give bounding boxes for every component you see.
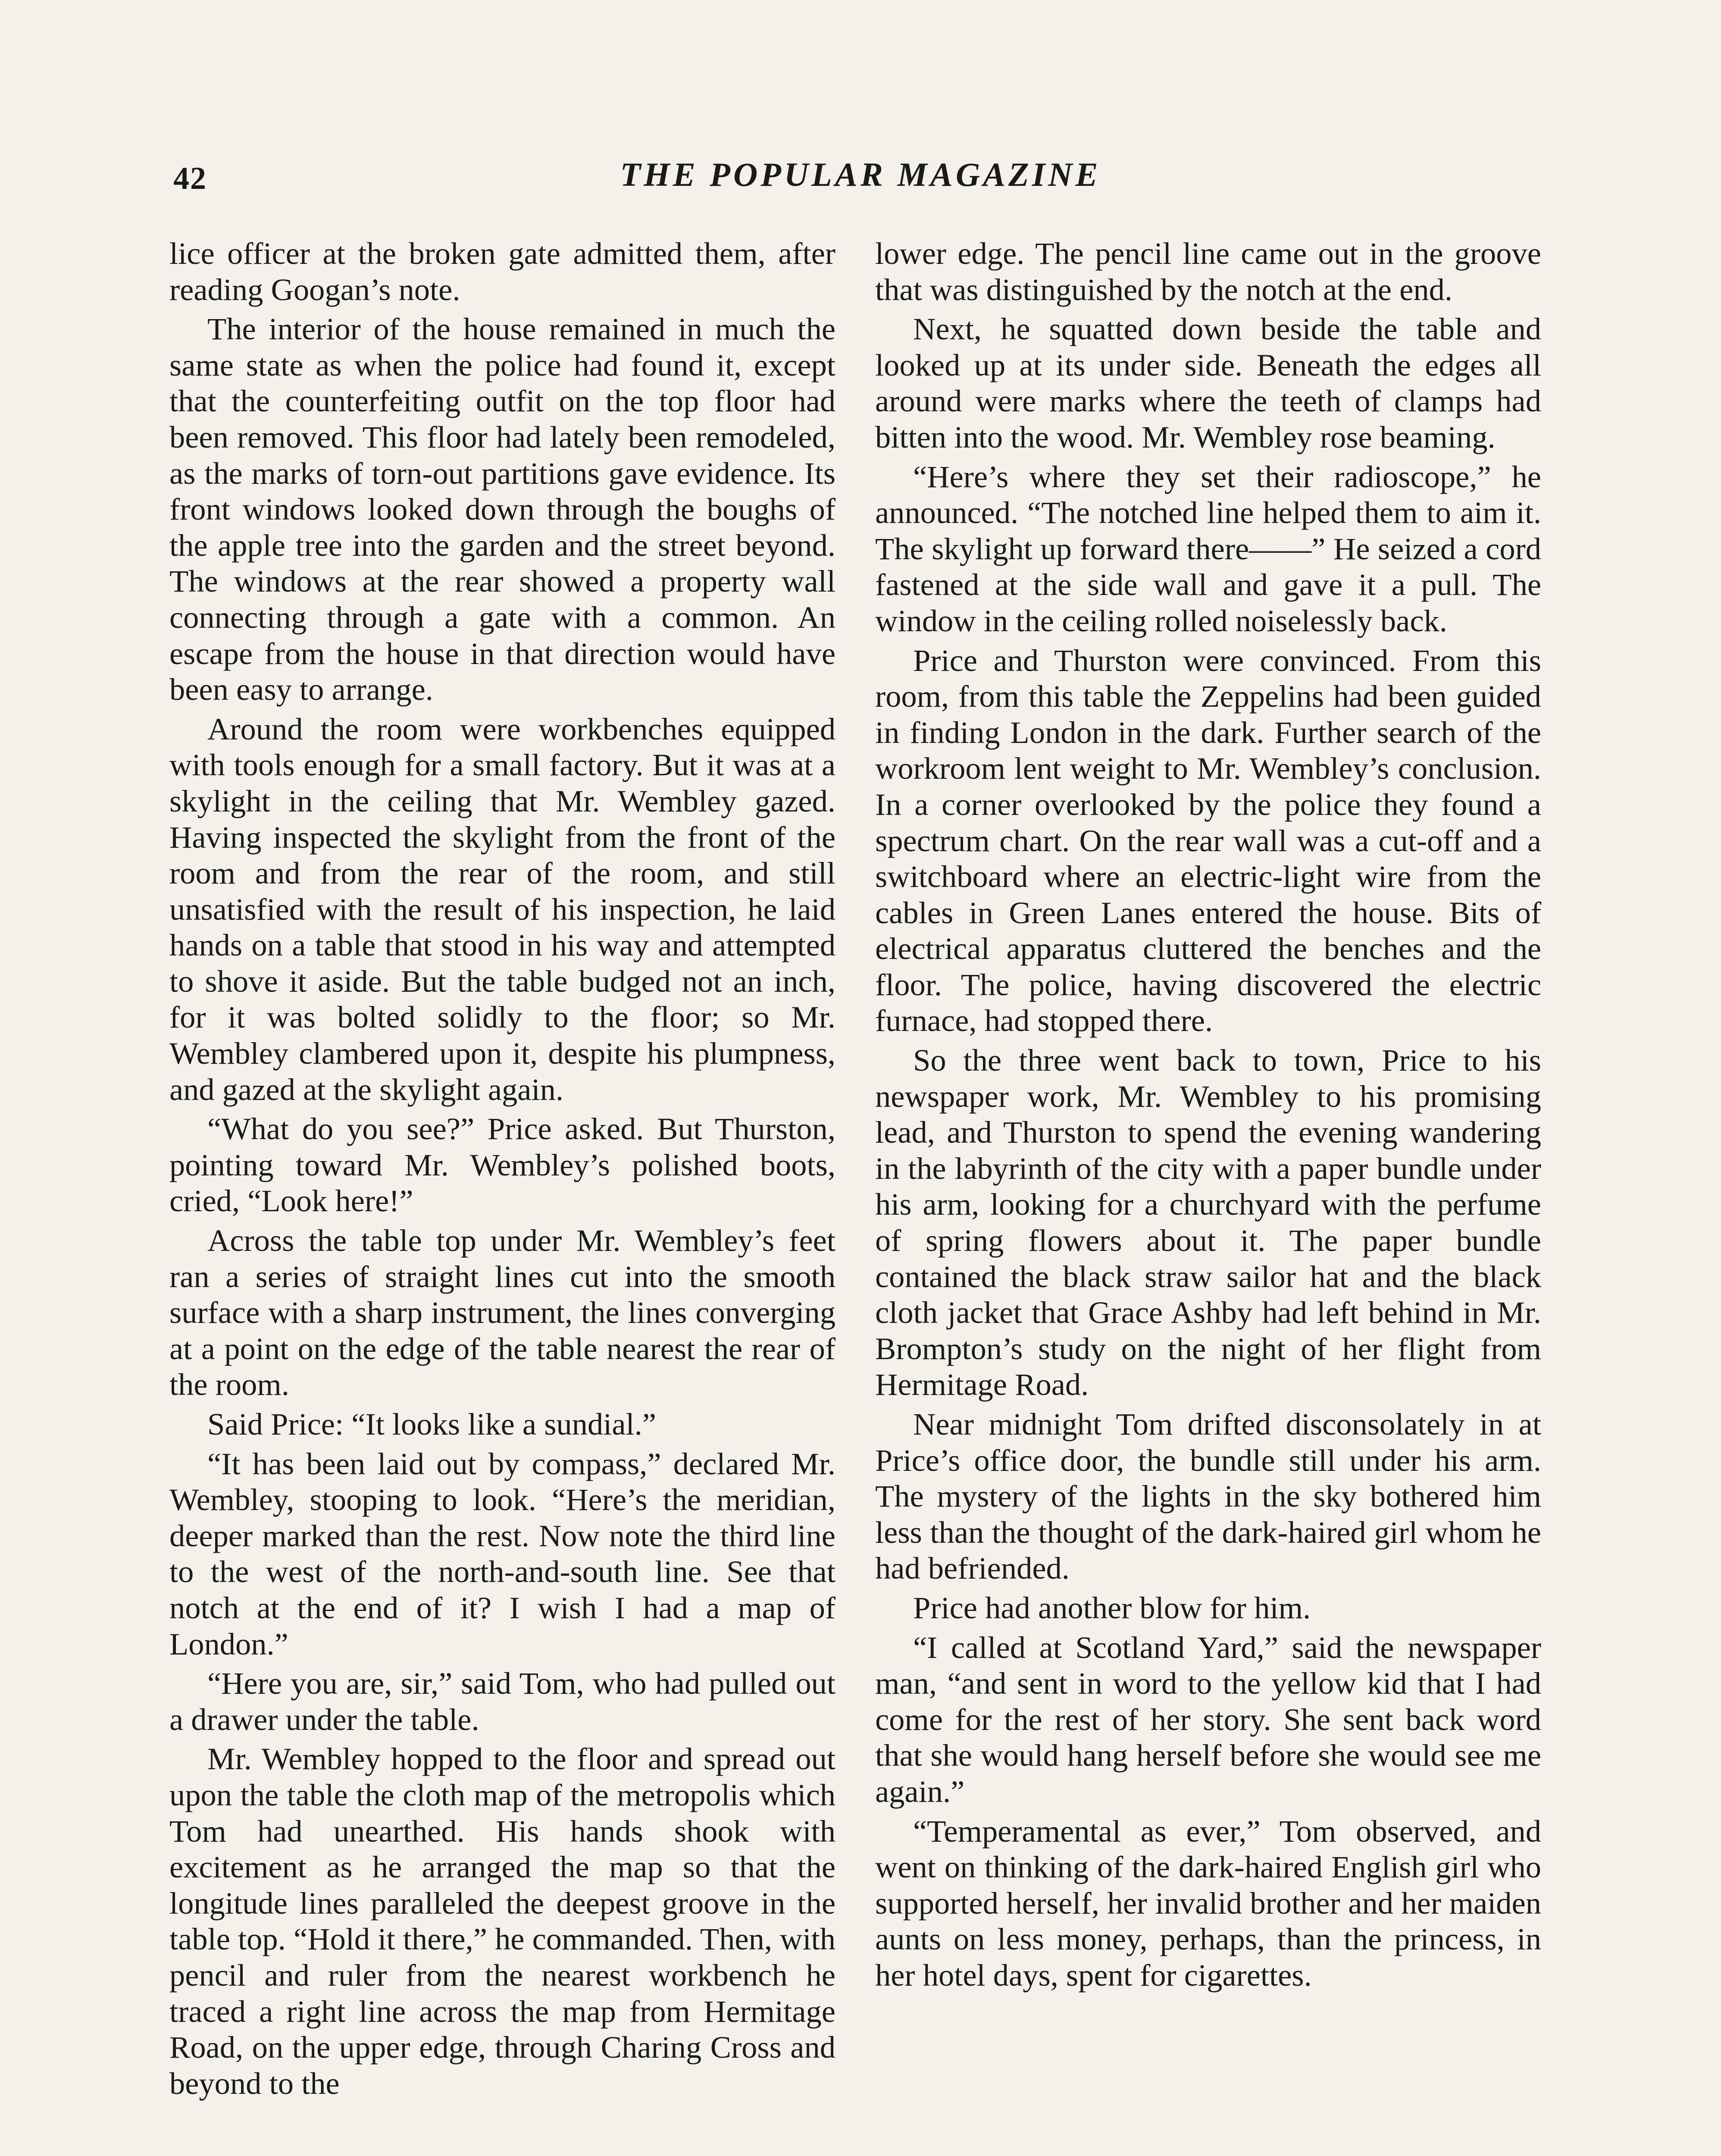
paragraph: lice officer at the broken gate admitted them, after reading Googan’s note. <box>169 236 835 307</box>
paragraph: “Temperamental as ever,” Tom observed, and went on thinking of the dark-haired English girl who supported herself, her invalid brother and her maiden aunts on less money, perhaps, than the princess, in her hotel days, spent for cigarettes. <box>875 1813 1541 1993</box>
paragraph: “What do you see?” Price asked. But Thurston, pointing toward Mr. Wembley’s polished boots, cried, “Look here!” <box>169 1111 835 1219</box>
running-head: THE POPULAR MAGAZINE <box>620 156 1101 193</box>
paragraph: Across the table top under Mr. Wembley’s feet ran a series of straight lines cut into the smooth surface with a sharp instrument, the lines converging at a point on the edge of the table nearest the rear of the room. <box>169 1223 835 1402</box>
paragraph: The interior of the house remained in much the same state as when the police had found it, except that the counterfeiting outfit on the top floor had been removed. This floor had lately been remodeled, as the marks of torn-out partitions gave evidence. Its front windows looked down through the boughs of the apple tree into the garden and the street beyond. The windows at the rear showed a property wall connecting through a gate with a common. An escape from the house in that direction would have been easy to arrange. <box>169 311 835 707</box>
paragraph: Price and Thurston were convinced. From this room, from this table the Zeppelins had been guided in finding London in the dark. Further search of the workroom lent weight to Mr. Wembley’s conclusion. In a corner overlooked by the police they found a spectrum chart. On the rear wall was a cut-off and a switchboard where an electric-light wire from the cables in Green Lanes entered the house. Bits of electrical apparatus cluttered the benches and the floor. The police, having discovered the electric furnace, had stopped there. <box>875 642 1541 1038</box>
paragraph: Next, he squatted down beside the table and looked up at its under side. Beneath the edges all around were marks where the teeth of clamps had bitten into the wood. Mr. Wembley rose beaming. <box>875 311 1541 454</box>
page-number: 42 <box>173 161 207 196</box>
paragraph: “Here you are, sir,” said Tom, who had pulled out a drawer under the table. <box>169 1666 835 1737</box>
paragraph: “I called at Scotland Yard,” said the newspaper man, “and sent in word to the yellow kid that I had come for the rest of her story. She sent back word that she would hang herself before she would see me again.” <box>875 1630 1541 1809</box>
paragraph: “Here’s where they set their radioscope,” he announced. “The notched line helped them to aim it. The skylight up forward there——” He seized a cord fastened at the side wall and gave it a pull. The window in the ceiling rolled noiselessly back. <box>875 459 1541 638</box>
paragraph: “It has been laid out by compass,” declared Mr. Wembley, stooping to look. “Here’s the meridian, deeper marked than the rest. Now note the third line to the west of the north-and-south line. See that notch at the end of it? I wish I had a map of London.” <box>169 1446 835 1661</box>
paragraph: Price had another blow for him. <box>913 1590 1311 1625</box>
paragraph: lower edge. The pencil line came out in the groove that was distinguished by the notch at the end. <box>875 236 1541 307</box>
paragraph: Around the room were workbenches equipped with tools enough for a small factory. But it was at a skylight in the ceiling that Mr. Wembley gazed. Having inspected the skylight from the front of the room and from the rear of the room, and still unsatisfied with the result of his inspection, he laid hands on a table that stood in his way and attempted to shove it aside. But the table budged not an inch, for it was bolted solidly to the floor; so Mr. Wembley clambered upon it, despite his plumpness, and gazed at the skylight again. <box>169 711 835 1107</box>
left-column <box>169 235 835 2105</box>
paragraph: So the three went back to town, Price to his newspaper work, Mr. Wembley to his promising lead, and Thurston to spend the evening wandering in the labyrinth of the city with a paper bundle under his arm, looking for a churchyard with the perfume of spring flowers about it. The paper bundle contained the black straw sailor hat and the black cloth jacket that Grace Ashby had left behind in Mr. Brompton’s study on the night of her flight from Hermitage Road. <box>875 1043 1541 1402</box>
right-column <box>875 235 1541 1997</box>
paragraph: Said Price: “It looks like a sundial.” <box>207 1407 656 1442</box>
paragraph: Mr. Wembley hopped to the floor and spread out upon the table the cloth map of the metropolis which Tom had unearthed. His hands shook with excitement as he arranged the map so that the longitude lines paralleled the deepest groove in the table top. “Hold it there,” he commanded. Then, with pencil and ruler from the nearest workbench he traced a right line across the map from Hermitage Road, on the upper edge, through Charing Cross and beyond to the <box>169 1741 835 2101</box>
paragraph: Near midnight Tom drifted disconsolately in at Price’s office door, the bundle still under his arm. The mystery of the lights in the sky bothered him less than the thought of the dark-haired girl whom he had befriended. <box>875 1407 1541 1586</box>
